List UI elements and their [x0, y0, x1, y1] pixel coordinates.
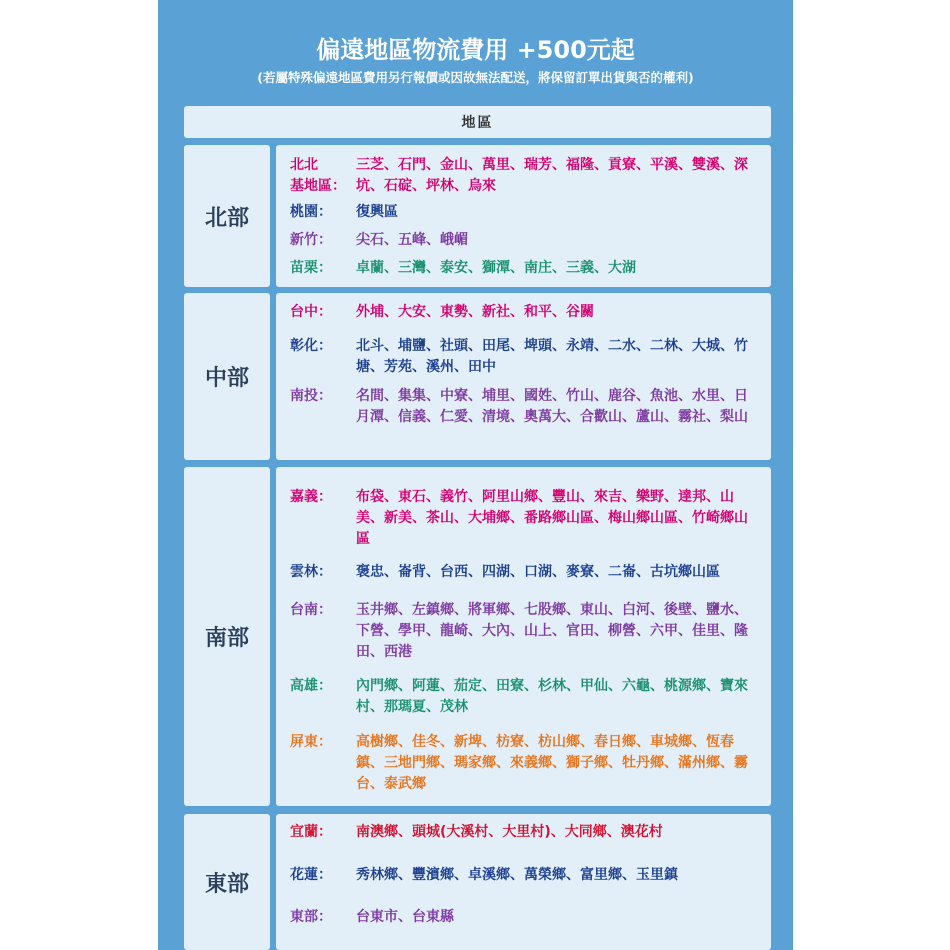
- city-name: 嘉義：: [290, 489, 332, 505]
- city-places: 卓蘭、三灣、泰安、獅潭、南庄、三義、大湖: [356, 260, 636, 276]
- city-places: 高樹鄉、佳冬、新埤、枋寮、枋山鄉、春日鄉、車城鄉、恆春鎮、三地門鄉、瑪家鄉、來義鄉、獅子鄉、牡丹鄉、滿州鄉、霧台、泰武鄉: [356, 734, 748, 792]
- city-name: 苗栗：: [290, 260, 332, 276]
- city-places: 三芝、石門、金山、萬里、瑞芳、福隆、貢寮、平溪、雙溪、深坑、石碇、坪林、烏來: [356, 157, 748, 194]
- city-places: 內門鄉、阿蓮、茄定、田寮、杉林、甲仙、六龜、桃源鄉、寶來村、那瑪夏、茂林: [356, 678, 748, 715]
- region-list-south: [276, 467, 771, 806]
- city-name: 高雄：: [290, 678, 332, 694]
- city-places: 復興區: [356, 204, 398, 220]
- city-places: 布袋、東石、義竹、阿里山鄉、豐山、來吉、樂野、達邦、山美、新美、茶山、大埔鄉、番路鄉山區、梅山鄉山區、竹崎鄉山區: [356, 489, 748, 547]
- city-places: 南澳鄉、頭城(大溪村、大里村)、大同鄉、澳花村: [356, 824, 663, 840]
- city-name: 南投：: [290, 388, 332, 404]
- region-label-south: 南部: [184, 467, 270, 806]
- region-list-east: [276, 814, 771, 950]
- city-places: 褒忠、崙背、台西、四湖、口湖、麥寮、二崙、古坑鄉山區: [356, 564, 720, 580]
- city-name: 新竹：: [290, 232, 332, 248]
- city-places: 台東市、台東縣: [356, 909, 454, 925]
- city-name: 東部：: [290, 909, 332, 925]
- page-title: 偏遠地區物流費用 +500元起: [316, 36, 635, 64]
- city-places: 尖石、五峰、峨嵋: [356, 232, 468, 248]
- city-name: 台南：: [290, 602, 332, 618]
- city-name: 桃園：: [290, 204, 332, 220]
- city-name: 屏東：: [290, 734, 332, 750]
- city-name: 彰化：: [290, 338, 332, 354]
- region-list-north: [276, 145, 771, 287]
- city-places: 外埔、大安、東勢、新社、和平、谷關: [356, 304, 594, 320]
- city-places: 秀林鄉、豐濱鄉、卓溪鄉、萬榮鄉、富里鄉、玉里鎮: [356, 867, 678, 883]
- region-label-east: 東部: [184, 814, 270, 950]
- city-places: 北斗、埔鹽、社頭、田尾、埤頭、永靖、二水、二林、大城、竹塘、芳苑、溪州、田中: [356, 338, 748, 375]
- shipping-fee-panel: [158, 0, 793, 950]
- city-places: 玉井鄉、左鎮鄉、將軍鄉、七股鄉、東山、白河、後壁、鹽水、下營、學甲、龍崎、大內、山上、官田、柳營、六甲、佳里、隆田、西港: [356, 602, 748, 660]
- region-label-north: 北部: [184, 145, 270, 287]
- region-header: 地區: [184, 106, 771, 138]
- region-list-central: [276, 293, 771, 460]
- region-label-central: 中部: [184, 293, 270, 460]
- city-name: 台中：: [290, 304, 332, 320]
- city-name: 花蓮：: [290, 867, 332, 883]
- city-name: 北北 基地區：: [290, 157, 346, 194]
- page-subtitle: (若屬特殊偏遠地區費用另行報價或因故無法配送，將保留訂單出貨與否的權利): [257, 70, 694, 85]
- city-name: 雲林：: [290, 564, 332, 580]
- city-name: 宜蘭：: [290, 824, 332, 840]
- city-places: 名間、集集、中寮、埔里、國姓、竹山、鹿谷、魚池、水里、日月潭、信義、仁愛、清境、奧萬大、合歡山、蘆山、霧社、梨山: [356, 388, 748, 425]
